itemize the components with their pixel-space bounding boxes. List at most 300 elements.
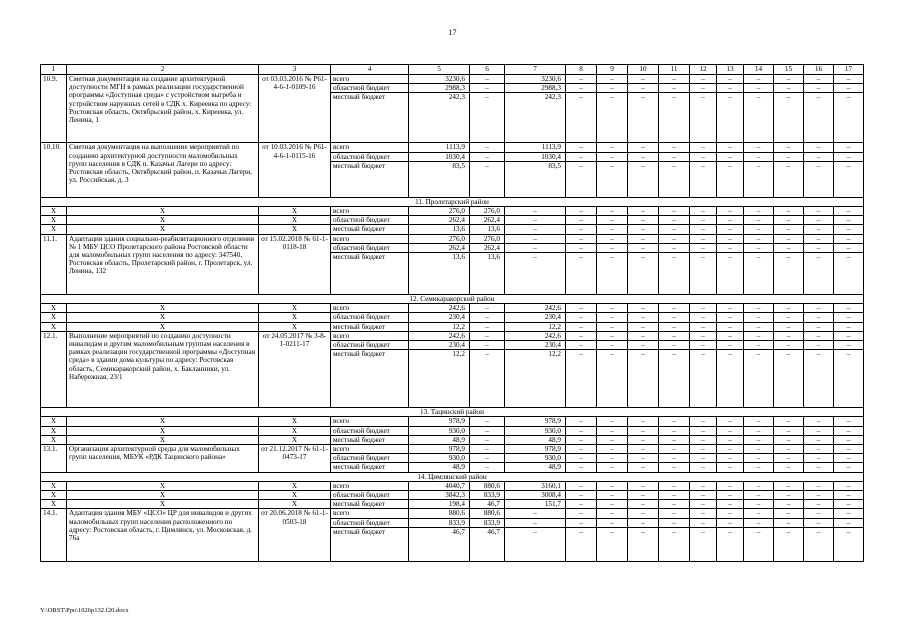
value-col5: 242,3 xyxy=(409,93,470,143)
value-col15: – xyxy=(774,463,804,472)
funding-source: всего xyxy=(331,143,409,152)
value-col10: – xyxy=(628,445,659,454)
value-col7: 3008,4 xyxy=(505,491,566,500)
value-col11: – xyxy=(659,243,690,252)
value-col9: – xyxy=(597,234,628,243)
value-col17: – xyxy=(834,143,864,152)
value-col15: – xyxy=(774,84,804,93)
item-name: Сметная документация на создание архитектурной доступности МГН в рамках реализации государственной программы «Доступная среда» с устройством выгреба и устройством наружных сетей в СДК х. Киреевка по адресу: Ростовская область, Октябрьский район, х. Киреевка, ул. Ленина, 1 xyxy=(67,75,259,143)
item-document: от 03.03.2016 № Р61-4-6-1-0109-16 xyxy=(259,75,331,143)
value-col7: 12,2 xyxy=(505,350,566,408)
x-mark: X xyxy=(41,481,67,490)
value-col8: – xyxy=(566,518,597,527)
col-header: 14 xyxy=(744,65,774,75)
value-col13: – xyxy=(717,454,744,463)
value-col5: 12,2 xyxy=(409,322,470,331)
value-col5: 48,9 xyxy=(409,463,470,472)
value-col16: – xyxy=(804,481,834,490)
value-col12: – xyxy=(690,435,717,444)
value-col13: – xyxy=(717,350,744,408)
value-col17: – xyxy=(834,454,864,463)
value-col13: – xyxy=(717,225,744,234)
value-col15: – xyxy=(774,341,804,350)
value-col12: – xyxy=(690,341,717,350)
col-header: 11 xyxy=(659,65,690,75)
value-col15: – xyxy=(774,500,804,509)
value-col16: – xyxy=(804,216,834,225)
value-col14: – xyxy=(744,84,774,93)
item-name: Адаптация здания социально-реабилитационного отделения № 1 МБУ ЦСО Пролетарского района Ростовской области для маломобильных групп населения по адресу: 347540, Ростовская область, Пролетарский район, г. Пролетарск, ул. Ленина, 132 xyxy=(67,234,259,294)
value-col14: – xyxy=(744,234,774,243)
value-col12: – xyxy=(690,152,717,161)
value-col16: – xyxy=(804,313,834,322)
value-col11: – xyxy=(659,481,690,490)
value-col12: – xyxy=(690,481,717,490)
value-col9: – xyxy=(597,161,628,197)
section-title-row xyxy=(41,295,864,304)
value-col16: – xyxy=(804,331,834,340)
value-col11: – xyxy=(659,509,690,518)
value-col5: 276,0 xyxy=(409,207,470,216)
funding-source: местный бюджет xyxy=(331,253,409,295)
value-col13: – xyxy=(717,243,744,252)
value-col7: 230,4 xyxy=(505,341,566,350)
value-col9: – xyxy=(597,527,628,561)
table-row xyxy=(41,509,864,518)
x-mark: X xyxy=(259,426,331,435)
value-col15: – xyxy=(774,518,804,527)
value-col12: – xyxy=(690,417,717,426)
value-col10: – xyxy=(628,143,659,152)
value-col13: – xyxy=(717,234,744,243)
value-col10: – xyxy=(628,518,659,527)
value-col8: – xyxy=(566,463,597,472)
value-col17: – xyxy=(834,216,864,225)
col-header: 6 xyxy=(470,65,505,75)
value-col14: – xyxy=(744,75,774,84)
value-col9: – xyxy=(597,445,628,454)
value-col10: – xyxy=(628,243,659,252)
value-col17: – xyxy=(834,322,864,331)
value-col9: – xyxy=(597,207,628,216)
x-mark: X xyxy=(67,435,259,444)
funding-source: областной бюджет xyxy=(331,518,409,527)
value-col13: – xyxy=(717,463,744,472)
value-col6: – xyxy=(470,350,505,408)
value-col9: – xyxy=(597,491,628,500)
value-col16: – xyxy=(804,304,834,313)
value-col8: – xyxy=(566,322,597,331)
value-col6: – xyxy=(470,331,505,340)
col-header: 9 xyxy=(597,65,628,75)
item-name: Сметная документация на выполнение мероприятий по созданию архитектурной доступности маломобильных групп населения в СДК п. Казачьи Лагери по адресу: Ростовская область, Октябрьский район, п. Казачьи Лагери, ул. Российская, д. 3 xyxy=(67,143,259,197)
value-col10: – xyxy=(628,491,659,500)
value-col6: 833,9 xyxy=(470,518,505,527)
col-header: 16 xyxy=(804,65,834,75)
value-col10: – xyxy=(628,481,659,490)
col-header: 17 xyxy=(834,65,864,75)
value-col16: – xyxy=(804,527,834,561)
value-col17: – xyxy=(834,207,864,216)
value-col15: – xyxy=(774,435,804,444)
value-col10: – xyxy=(628,500,659,509)
value-col6: 262,4 xyxy=(470,216,505,225)
funding-source: всего xyxy=(331,207,409,216)
value-col17: – xyxy=(834,341,864,350)
value-col7: 48,9 xyxy=(505,463,566,472)
value-col16: – xyxy=(804,225,834,234)
item-name: Организация архитектурной среды для маломобильных групп населения, МБУК «РДК Тацинского района» xyxy=(67,445,259,473)
value-col16: – xyxy=(804,491,834,500)
funding-source: областной бюджет xyxy=(331,454,409,463)
value-col11: – xyxy=(659,518,690,527)
value-col10: – xyxy=(628,341,659,350)
value-col5: 198,4 xyxy=(409,500,470,509)
x-mark: X xyxy=(41,491,67,500)
value-col8: – xyxy=(566,426,597,435)
value-col5: 880,6 xyxy=(409,509,470,518)
value-col10: – xyxy=(628,93,659,143)
value-col5: 83,5 xyxy=(409,161,470,197)
item-number: 14.1. xyxy=(41,509,67,561)
value-col11: – xyxy=(659,463,690,472)
value-col5: 230,4 xyxy=(409,341,470,350)
funding-source: местный бюджет xyxy=(331,161,409,197)
value-col16: – xyxy=(804,75,834,84)
value-col13: – xyxy=(717,253,744,295)
value-col17: – xyxy=(834,481,864,490)
value-col12: – xyxy=(690,500,717,509)
x-mark: X xyxy=(67,304,259,313)
value-col6: 13,6 xyxy=(470,253,505,295)
value-col15: – xyxy=(774,161,804,197)
value-col16: – xyxy=(804,234,834,243)
value-col13: – xyxy=(717,207,744,216)
funding-source: местный бюджет xyxy=(331,225,409,234)
value-col10: – xyxy=(628,509,659,518)
value-col16: – xyxy=(804,463,834,472)
value-col12: – xyxy=(690,253,717,295)
value-col15: – xyxy=(774,481,804,490)
value-col6: – xyxy=(470,143,505,152)
value-col5: 978,9 xyxy=(409,445,470,454)
value-col12: – xyxy=(690,143,717,152)
item-number: 13.1. xyxy=(41,445,67,473)
value-col16: – xyxy=(804,417,834,426)
value-col7: 930,0 xyxy=(505,426,566,435)
value-col14: – xyxy=(744,93,774,143)
value-col8: – xyxy=(566,225,597,234)
value-col5: 930,0 xyxy=(409,426,470,435)
value-col7: 242,3 xyxy=(505,93,566,143)
value-col10: – xyxy=(628,75,659,84)
value-col15: – xyxy=(774,75,804,84)
value-col17: – xyxy=(834,491,864,500)
value-col7: – xyxy=(505,509,566,518)
value-col8: – xyxy=(566,243,597,252)
value-col9: – xyxy=(597,500,628,509)
value-col7: 48,9 xyxy=(505,435,566,444)
value-col11: – xyxy=(659,143,690,152)
value-col13: – xyxy=(717,426,744,435)
value-col5: 3230,6 xyxy=(409,75,470,84)
x-mark: X xyxy=(41,417,67,426)
funding-source: областной бюджет xyxy=(331,84,409,93)
value-col14: – xyxy=(744,331,774,340)
value-col12: – xyxy=(690,207,717,216)
value-col13: – xyxy=(717,143,744,152)
item-name: Выполнение мероприятий по созданию доступности инвалидам и другим маломобильным группам населения в рамках реализации государственной программы «Доступная среда» в здании дома культуры по адресу: Ростовская область, Семикаракорский район, х. Бакланники, ул. Набережная, 23/1 xyxy=(67,331,259,407)
value-col10: – xyxy=(628,207,659,216)
funding-source: местный бюджет xyxy=(331,322,409,331)
value-col9: – xyxy=(597,84,628,93)
funding-source: областной бюджет xyxy=(331,491,409,500)
value-col6: – xyxy=(470,435,505,444)
value-col6: 46,7 xyxy=(470,527,505,561)
value-col8: – xyxy=(566,313,597,322)
value-col12: – xyxy=(690,322,717,331)
value-col12: – xyxy=(690,161,717,197)
col-header: 13 xyxy=(717,65,744,75)
value-col16: – xyxy=(804,143,834,152)
value-col11: – xyxy=(659,161,690,197)
value-col5: 2988,3 xyxy=(409,84,470,93)
value-col16: – xyxy=(804,518,834,527)
value-col5: 262,4 xyxy=(409,216,470,225)
value-col6: 262,4 xyxy=(470,243,505,252)
value-col10: – xyxy=(628,225,659,234)
value-col7: 242,6 xyxy=(505,331,566,340)
value-col17: – xyxy=(834,243,864,252)
value-col11: – xyxy=(659,527,690,561)
value-col14: – xyxy=(744,304,774,313)
value-col17: – xyxy=(834,518,864,527)
value-col14: – xyxy=(744,152,774,161)
section-summary-row xyxy=(41,322,864,331)
value-col12: – xyxy=(690,84,717,93)
x-mark: X xyxy=(67,225,259,234)
x-mark: X xyxy=(41,216,67,225)
value-col7: 1113,9 xyxy=(505,143,566,152)
section-summary-row xyxy=(41,304,864,313)
value-col6: 276,0 xyxy=(470,234,505,243)
footer-file-path: Y:\ORST\Ppo\1026p132.f20.docx xyxy=(40,607,129,614)
funding-source: всего xyxy=(331,304,409,313)
value-col8: – xyxy=(566,435,597,444)
value-col11: – xyxy=(659,491,690,500)
value-col7: 930,0 xyxy=(505,454,566,463)
value-col12: – xyxy=(690,304,717,313)
value-col13: – xyxy=(717,304,744,313)
x-mark: X xyxy=(41,225,67,234)
x-mark: X xyxy=(259,304,331,313)
funding-source: местный бюджет xyxy=(331,500,409,509)
section-title-row xyxy=(41,197,864,206)
value-col7: – xyxy=(505,518,566,527)
value-col5: 4040,7 xyxy=(409,481,470,490)
x-mark: X xyxy=(259,481,331,490)
value-col11: – xyxy=(659,253,690,295)
value-col15: – xyxy=(774,216,804,225)
value-col11: – xyxy=(659,75,690,84)
item-number: 10.10. xyxy=(41,143,67,197)
value-col12: – xyxy=(690,445,717,454)
value-col11: – xyxy=(659,322,690,331)
value-col10: – xyxy=(628,331,659,340)
value-col9: – xyxy=(597,225,628,234)
value-col7: 978,9 xyxy=(505,445,566,454)
value-col17: – xyxy=(834,509,864,518)
table-row xyxy=(41,143,864,152)
x-mark: X xyxy=(67,216,259,225)
value-col13: – xyxy=(717,93,744,143)
value-col11: – xyxy=(659,331,690,340)
value-col6: 276,0 xyxy=(470,207,505,216)
value-col13: – xyxy=(717,84,744,93)
value-col7: 12,2 xyxy=(505,322,566,331)
item-document: от 24.05.2017 № 3-8-1-0211-17 xyxy=(259,331,331,407)
value-col8: – xyxy=(566,491,597,500)
section-title: 14. Цимлянский район xyxy=(41,472,864,481)
col-header: 15 xyxy=(774,65,804,75)
value-col8: – xyxy=(566,350,597,408)
value-col16: – xyxy=(804,341,834,350)
value-col7: 151,7 xyxy=(505,500,566,509)
item-document: от 15.02.2018 № 61-1-0118-18 xyxy=(259,234,331,294)
value-col10: – xyxy=(628,426,659,435)
value-col12: – xyxy=(690,454,717,463)
value-col14: – xyxy=(744,454,774,463)
value-col13: – xyxy=(717,313,744,322)
value-col17: – xyxy=(834,435,864,444)
funding-source: областной бюджет xyxy=(331,341,409,350)
value-col5: 1113,9 xyxy=(409,143,470,152)
x-mark: X xyxy=(41,322,67,331)
item-document: от 20.06.2018 № 61-1-0503-18 xyxy=(259,509,331,561)
value-col17: – xyxy=(834,225,864,234)
value-col16: – xyxy=(804,207,834,216)
funding-source: областной бюджет xyxy=(331,152,409,161)
funding-source: местный бюджет xyxy=(331,435,409,444)
value-col6: – xyxy=(470,75,505,84)
value-col5: 46,7 xyxy=(409,527,470,561)
value-col9: – xyxy=(597,426,628,435)
funding-source: областной бюджет xyxy=(331,216,409,225)
value-col13: – xyxy=(717,152,744,161)
value-col15: – xyxy=(774,350,804,408)
value-col8: – xyxy=(566,216,597,225)
value-col8: – xyxy=(566,445,597,454)
value-col17: – xyxy=(834,426,864,435)
value-col5: 242,6 xyxy=(409,304,470,313)
value-col12: – xyxy=(690,234,717,243)
value-col6: – xyxy=(470,93,505,143)
value-col8: – xyxy=(566,161,597,197)
value-col14: – xyxy=(744,341,774,350)
value-col11: – xyxy=(659,152,690,161)
value-col15: – xyxy=(774,454,804,463)
value-col11: – xyxy=(659,417,690,426)
value-col6: – xyxy=(470,322,505,331)
section-summary-row xyxy=(41,491,864,500)
x-mark: X xyxy=(259,435,331,444)
value-col17: – xyxy=(834,234,864,243)
value-col13: – xyxy=(717,481,744,490)
value-col7: 3230,6 xyxy=(505,75,566,84)
value-col15: – xyxy=(774,331,804,340)
col-header: 4 xyxy=(331,65,409,75)
value-col10: – xyxy=(628,313,659,322)
value-col11: – xyxy=(659,445,690,454)
value-col17: – xyxy=(834,527,864,561)
value-col14: – xyxy=(744,216,774,225)
value-col14: – xyxy=(744,509,774,518)
page-number: 17 xyxy=(448,28,457,37)
value-col10: – xyxy=(628,84,659,93)
value-col12: – xyxy=(690,313,717,322)
value-col10: – xyxy=(628,152,659,161)
value-col13: – xyxy=(717,341,744,350)
section-title: 12. Семикаракорский район xyxy=(41,295,864,304)
col-header: 1 xyxy=(41,65,67,75)
value-col14: – xyxy=(744,445,774,454)
value-col15: – xyxy=(774,93,804,143)
value-col10: – xyxy=(628,216,659,225)
value-col11: – xyxy=(659,341,690,350)
x-mark: X xyxy=(259,225,331,234)
value-col16: – xyxy=(804,454,834,463)
value-col7: 2988,3 xyxy=(505,84,566,93)
x-mark: X xyxy=(67,500,259,509)
value-col15: – xyxy=(774,304,804,313)
value-col17: – xyxy=(834,304,864,313)
value-col12: – xyxy=(690,527,717,561)
value-col16: – xyxy=(804,350,834,408)
value-col14: – xyxy=(744,500,774,509)
value-col9: – xyxy=(597,93,628,143)
value-col6: – xyxy=(470,463,505,472)
value-col7: – xyxy=(505,216,566,225)
value-col12: – xyxy=(690,509,717,518)
value-col9: – xyxy=(597,313,628,322)
x-mark: X xyxy=(259,313,331,322)
value-col10: – xyxy=(628,350,659,408)
value-col9: – xyxy=(597,350,628,408)
value-col7: – xyxy=(505,234,566,243)
value-col6: – xyxy=(470,313,505,322)
x-mark: X xyxy=(259,322,331,331)
value-col8: – xyxy=(566,481,597,490)
value-col6: – xyxy=(470,152,505,161)
value-col7: – xyxy=(505,225,566,234)
value-col6: – xyxy=(470,426,505,435)
section-summary-row xyxy=(41,417,864,426)
x-mark: X xyxy=(41,304,67,313)
col-header: 8 xyxy=(566,65,597,75)
value-col9: – xyxy=(597,216,628,225)
value-col15: – xyxy=(774,234,804,243)
value-col14: – xyxy=(744,481,774,490)
value-col6: 880,6 xyxy=(470,481,505,490)
value-col9: – xyxy=(597,341,628,350)
value-col9: – xyxy=(597,331,628,340)
value-col9: – xyxy=(597,518,628,527)
table-row xyxy=(41,445,864,454)
value-col14: – xyxy=(744,161,774,197)
value-col10: – xyxy=(628,417,659,426)
section-title: 13. Тацинский район xyxy=(41,408,864,417)
section-summary-row xyxy=(41,207,864,216)
